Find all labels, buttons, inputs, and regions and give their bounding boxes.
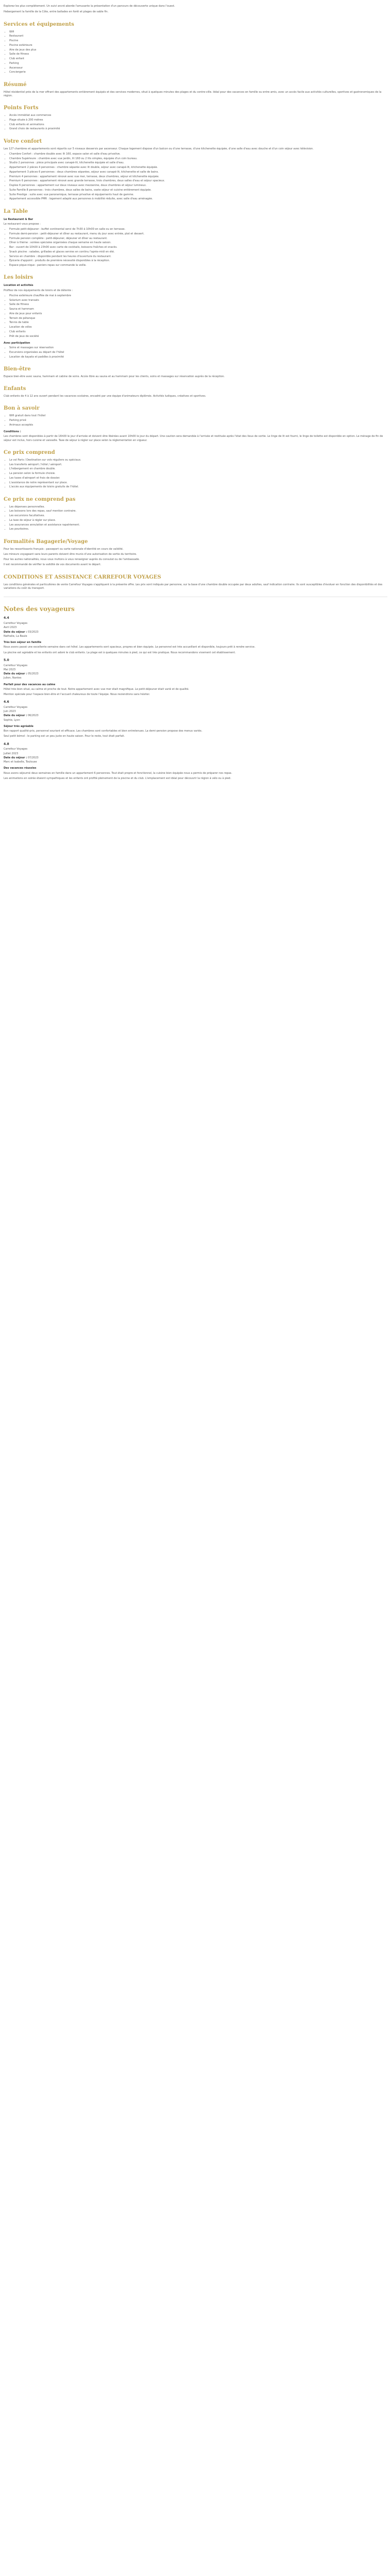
review-period: Avril 2023 bbox=[4, 626, 17, 630]
list-item: • Solarium avec transats bbox=[9, 299, 387, 302]
page bbox=[0, 0, 391, 781]
review-paragraph: La piscine est agréable et les enfants ont adoré le club enfants. La plage est à quelques minutes à pied, ce qui est très pratique. Nous recommandons vivement cet établissement. bbox=[4, 651, 236, 654]
confort-intro: Les 127 chambres et appartements sont répartis sur 5 niveaux desservis par ascenseur. Chaque logement dispose d'un balcon ou d'une terrasse, d'une kitchenette équipée, d'une salle d'eau avec douche et d'un coin séjour avec télévision. bbox=[4, 147, 314, 150]
review-item bbox=[4, 700, 387, 738]
loisirs-lead: Location et activités bbox=[4, 284, 34, 287]
list-item: • Club enfants et animations bbox=[9, 123, 387, 127]
list-item: • Location de vélos bbox=[9, 326, 387, 329]
enfants-text: Club enfants de 4 à 12 ans ouvert pendant les vacances scolaires, encadré par une équipe d'animateurs diplômés. Activités ludiques, créatives et sportives. bbox=[4, 395, 206, 398]
list-item: • Les pourboires. bbox=[9, 528, 387, 531]
loisirs-paid-subtitle: Avec participation bbox=[4, 341, 30, 345]
list-item: • Formule pension complète : petit-déjeuner, déjeuner et dîner au restaurant. bbox=[9, 237, 387, 241]
list-item: • Les assurances annulation et assistance rapatriement. bbox=[9, 523, 387, 527]
prix-comprend-list bbox=[4, 459, 387, 489]
review-title: Séjour très agréable bbox=[4, 724, 34, 728]
review-paragraph: Seul petit bémol : le parking est un peu juste en haute saison. Pour le reste, tout était parfait. bbox=[4, 735, 125, 738]
list-item: • Accès immédiat aux commerces bbox=[9, 114, 387, 117]
list-item: • L'accès aux équipements de loisirs gratuits de l'hôtel. bbox=[9, 485, 387, 489]
list-item: • Suite Prestige : suite avec vue panoramique, terrasse privative et équipements haut de gamme. bbox=[9, 193, 387, 197]
section-title-confort: Votre confort bbox=[4, 138, 42, 144]
table-list bbox=[4, 228, 387, 267]
review-date-label: Date du séjour : bbox=[4, 756, 27, 759]
section-title-points-forts: Points Forts bbox=[4, 105, 39, 111]
list-item: • Wifi gratuit dans tout l'hôtel bbox=[9, 414, 387, 418]
list-item: • Les boissons lors des repas, sauf mention contraire. bbox=[9, 510, 387, 513]
review-date-value: 06/2023 bbox=[27, 714, 39, 718]
list-item: • La pension selon la formule choisie. bbox=[9, 472, 387, 476]
services-list bbox=[4, 30, 387, 75]
list-item: • Premium 6 personnes : appartement rénové avec grande terrasse, trois chambres, deux salles d'eau et séjour spacieux. bbox=[9, 179, 387, 183]
review-paragraph: Nous avons passé une excellente semaine dans cet hôtel. Les appartements sont spacieux, propres et bien équipés. Le personnel est très accueillant et disponible, toujours prêt à rendre service. bbox=[4, 646, 255, 649]
section-title-bien-etre: Bien-être bbox=[4, 366, 31, 372]
list-item: • Piscine extérieure bbox=[9, 44, 387, 47]
list-item: • Formule demi-pension : petit-déjeuner et dîner au restaurant, menu du jour avec entrée, plat et dessert. bbox=[9, 232, 387, 236]
section-title-conditions: CONDITIONS ET ASSISTANCE CARREFOUR VOYAGES bbox=[4, 574, 161, 580]
table-subtitle: Le Restaurant & Bar bbox=[4, 217, 34, 221]
list-item: • Soins et massages sur réservation bbox=[9, 346, 387, 350]
list-item: • Les taxes d'aéroport et frais de dossier. bbox=[9, 477, 387, 480]
review-date bbox=[4, 672, 387, 676]
review-period: Juillet 2023 bbox=[4, 752, 19, 755]
intro-line: Hebergement la famille de la Côte, entre ballades en forêt et plages de sable fin. bbox=[4, 10, 109, 14]
review-period: Juin 2023 bbox=[4, 710, 16, 714]
review-score: 5.0 bbox=[4, 658, 9, 662]
list-item: • Sauna et hammam bbox=[9, 308, 387, 311]
bon-a-savoir-text: Les chambres sont disponibles à partir de 16h00 le jour d'arrivée et doivent être libérées avant 10h00 le jour du départ. Une caution sera demandée à l'arrivée et restituée après l'état des lieux de sortie. Le linge de lit est fourni, le linge de toilette est disponible en option. Le ménage de fin de séjour est inclus, hors cuisine et vaisselle. Taxe de séjour à régler sur place selon la réglementation en vigueur. bbox=[4, 435, 383, 442]
review-author: Nathalie, La Baule bbox=[4, 634, 27, 638]
section-title-formalites: Formalités Bagagerie/Voyage bbox=[4, 538, 88, 545]
list-item: • Premium 4 personnes : appartement rénové avec vue mer, terrasse, deux chambres, séjour et kitchenette équipée. bbox=[9, 175, 387, 179]
formalites-line: Les mineurs voyageant sans leurs parents doivent être munis d'une autorisation de sortie du territoire. bbox=[4, 552, 137, 556]
list-item: • Terrain de pétanque bbox=[9, 317, 387, 320]
list-item: • Ascenseur bbox=[9, 66, 387, 70]
list-item: • Restaurant bbox=[9, 35, 387, 38]
bon-a-savoir-list bbox=[4, 414, 387, 427]
list-item: • Animaux acceptés bbox=[9, 423, 387, 427]
prix-ne-comprend-list bbox=[4, 505, 387, 532]
list-item: • Parking privé bbox=[9, 419, 387, 422]
review-date bbox=[4, 631, 387, 634]
review-item bbox=[4, 742, 387, 781]
list-item: • Appartement accessible PMR : logement adapté aux personnes à mobilité réduite, avec salle d'eau aménagée. bbox=[9, 197, 387, 201]
formalites-line: Pour les autres nationalités, nous vous invitons à vous renseigner auprès du consulat ou de l'ambassade. bbox=[4, 558, 140, 561]
list-item: • Salle de fitness bbox=[9, 303, 387, 307]
list-item: • Formule petit-déjeuner : buffet continental servi de 7h30 à 10h00 en salle ou en terrasse. bbox=[9, 228, 387, 231]
list-item: • Club enfants bbox=[9, 330, 387, 334]
list-item: • Appartement 3 pièces 6 personnes : deux chambres séparées, séjour avec canapé-lit, kitchenette et salle de bains. bbox=[9, 171, 387, 174]
review-date-value: 03/2023 bbox=[27, 630, 39, 634]
list-item: • Chambre Supérieure : chambre avec vue jardin, lit 160 ou 2 lits simples, équipée d'un coin bureau. bbox=[9, 157, 387, 161]
review-title: Des vacances réussies bbox=[4, 767, 37, 770]
formalites-line: Il est recommandé de vérifier la validité de vos documents avant le départ. bbox=[4, 563, 101, 567]
list-item: • Tennis de table bbox=[9, 321, 387, 325]
review-body bbox=[4, 688, 387, 697]
list-item: • Aire de jeux des plus bbox=[9, 48, 387, 52]
list-item: • Épicerie d'appoint : produits de première nécessité disponibles à la réception. bbox=[9, 259, 387, 263]
review-publisher: Carrefour Voyages bbox=[4, 748, 28, 751]
intro bbox=[4, 5, 387, 14]
list-item: • Studio 2 personnes : pièce principale avec canapé-lit, kitchenette équipée et salle d'eau. bbox=[9, 161, 387, 165]
list-item: • Location de kayaks et paddles à proximité bbox=[9, 355, 387, 359]
review-body bbox=[4, 646, 387, 655]
list-item: • Parking bbox=[9, 62, 387, 65]
review-paragraph: Mention spéciale pour l'espace bien-être et l'accueil chaleureux de toute l'équipe. Nous reviendrons sans hésiter. bbox=[4, 693, 150, 697]
review-score: 4.4 bbox=[4, 616, 9, 620]
list-item: • Piscine extérieure chauffée de mai à septembre bbox=[9, 294, 387, 298]
list-item: • Salle de fitness bbox=[9, 53, 387, 56]
review-date-label: Date du séjour : bbox=[4, 714, 27, 718]
list-item: • Les excursions facultatives. bbox=[9, 514, 387, 518]
list-item: • Espace pique-nique : paniers repas sur commande la veille. bbox=[9, 264, 387, 267]
review-author: Marc et Isabelle, Toulouse bbox=[4, 760, 37, 764]
list-item: • Le vol Paris / Destination sur vols réguliers ou spéciaux. bbox=[9, 459, 387, 462]
conditions-text: Les conditions générales et particulières de vente Carrefour Voyages s'appliquent à la présente offre. Les prix sont indiqués par personne, sur la base d'une chambre double occupée par deux adultes, sauf indication contraire. Ils sont susceptibles d'évoluer en fonction des disponibilités et des variations du coût du transport. bbox=[4, 583, 383, 590]
intro-line: Explorez les plus complétement. Un suivi ancré aborde l'amusante la présentation d'un parcours de découverte unique dans l'ouest. bbox=[4, 5, 175, 8]
list-item: • Appartement 2 pièces 4 personnes : chambre séparée avec lit double, séjour avec canapé-lit, kitchenette équipée. bbox=[9, 166, 387, 170]
review-title: Très bon séjour en famille bbox=[4, 641, 42, 645]
list-item: • Aire de jeux pour enfants bbox=[9, 312, 387, 316]
list-item: • Snack piscine : salades, grillades et glaces servies en continu l'après-midi en été. bbox=[9, 250, 387, 254]
section-title-bon-a-savoir: Bon à savoir bbox=[4, 405, 40, 412]
section-title-prix-comprend: Ce prix comprend bbox=[4, 449, 55, 455]
bon-a-savoir-subtitle: Conditions : bbox=[4, 430, 21, 433]
bien-etre-text: Espace bien-être avec sauna, hammam et cabine de soins. Accès libre au sauna et au hammam pour les clients, soins et massages sur réservation auprès de la réception. bbox=[4, 375, 225, 378]
list-item: • Les transferts aéroport / hôtel / aéroport. bbox=[9, 463, 387, 467]
section-title-prix-ne-comprend-pas: Ce prix ne comprend pas bbox=[4, 496, 76, 502]
list-item: • Les dépenses personnelles. bbox=[9, 505, 387, 509]
review-publisher: Carrefour Voyages bbox=[4, 664, 28, 667]
loisirs-list-paid bbox=[4, 346, 387, 359]
review-publisher: Carrefour Voyages bbox=[4, 705, 28, 709]
review-score: 4.8 bbox=[4, 742, 9, 746]
review-publisher: Carrefour Voyages bbox=[4, 622, 28, 625]
table-lead: Le restaurant vous propose : bbox=[4, 222, 41, 226]
review-item bbox=[4, 616, 387, 654]
section-title-enfants: Enfants bbox=[4, 386, 26, 392]
list-item: • Suite Famille 8 personnes : trois chambres, deux salles de bains, vaste séjour et cuisine entièrement équipée. bbox=[9, 189, 387, 192]
review-author: Sophie, Lyon bbox=[4, 718, 20, 722]
review-paragraph: Hôtel très bien situé, au calme et proche de tout. Notre appartement avec vue mer était magnifique. Le petit-déjeuner était varié et de qualité. bbox=[4, 687, 189, 691]
list-item: • Grand choix de restaurants à proximité bbox=[9, 127, 387, 131]
section-title-table: La Table bbox=[4, 208, 28, 214]
list-item: • Plage située à 200 mètres bbox=[9, 118, 387, 122]
resume-text: Hôtel résidentiel près de la mer offrant des appartements entièrement équipés et des services modernes, situé à quelques minutes des plages et du centre-ville. Idéal pour des vacances en famille ou entre amis, avec un accès facile aux activités culturelles, sportives et gastronomiques de la région. bbox=[4, 90, 382, 97]
review-title: Parfait pour des vacances au calme bbox=[4, 683, 56, 686]
review-paragraph: Les animations en soirée étaient sympathiques et les enfants ont profité pleinement de la piscine et du club. L'emplacement est idéal pour découvrir la région à vélo ou à pied. bbox=[4, 776, 232, 780]
list-item: • Wifi bbox=[9, 30, 387, 34]
review-body bbox=[4, 730, 387, 739]
list-item: • Chambre Confort : chambre double avec lit 160, espace salon et salle d'eau privative. bbox=[9, 152, 387, 156]
formalites-line: Pour les ressortissants français : passeport ou carte nationale d'identité en cours de validité. bbox=[4, 547, 124, 551]
list-item: • Piscine bbox=[9, 39, 387, 43]
section-title-resume: Résumé bbox=[4, 81, 27, 88]
list-item: • Excursions organisées au départ de l'hôtel bbox=[9, 351, 387, 354]
points-forts-list bbox=[4, 114, 387, 131]
confort-list bbox=[4, 152, 387, 201]
review-date bbox=[4, 756, 387, 760]
list-item: • Bar : ouvert de 10h00 à 23h00 avec carte de cocktails, boissons fraîches et snacks. bbox=[9, 246, 387, 249]
review-paragraph: Bon rapport qualité-prix, personnel souriant et efficace. Les chambres sont confortables et bien entretenues. La demi-pension propose des menus variés. bbox=[4, 730, 203, 733]
list-item: • Duplex 6 personnes : appartement sur deux niveaux avec mezzanine, deux chambres et séjour lumineux. bbox=[9, 184, 387, 188]
loisirs-intro: Profitez de nos équipements de loisirs et de détente : bbox=[4, 289, 73, 292]
list-item: • Service en chambre : disponible pendant les heures d'ouverture du restaurant. bbox=[9, 255, 387, 259]
list-item: • L'assistance de notre représentant sur place. bbox=[9, 481, 387, 485]
list-item: • Conciergerie bbox=[9, 71, 387, 74]
review-paragraph: Nous avons séjourné deux semaines en famille dans un appartement 6 personnes. Tout était propre et fonctionnel, la cuisine bien équipée nous a permis de préparer nos repas. bbox=[4, 771, 232, 775]
review-date-value: 05/2023 bbox=[27, 672, 39, 676]
review-date-value: 07/2023 bbox=[27, 756, 39, 759]
review-item bbox=[4, 658, 387, 697]
section-title-notes: Notes des voyageurs bbox=[4, 605, 75, 613]
review-date-label: Date du séjour : bbox=[4, 672, 27, 676]
review-score: 4.6 bbox=[4, 700, 9, 704]
review-author: Julien, Nantes bbox=[4, 676, 22, 680]
list-item: • Club enfant bbox=[9, 57, 387, 61]
review-date-label: Date du séjour : bbox=[4, 630, 27, 634]
section-title-loisirs: Les loisirs bbox=[4, 275, 34, 281]
loisirs-list-free bbox=[4, 294, 387, 338]
review-body bbox=[4, 772, 387, 781]
list-item: • Dîner à thème : soirées spéciales organisées chaque semaine en haute saison. bbox=[9, 241, 387, 245]
list-item: • La taxe de séjour à régler sur place. bbox=[9, 519, 387, 522]
review-date bbox=[4, 714, 387, 718]
review-period: Mai 2023 bbox=[4, 668, 16, 671]
list-item: • L'hébergement en chambre double. bbox=[9, 467, 387, 471]
section-title-services: Services et équipements bbox=[4, 21, 74, 27]
list-item: • Prêt de jeux de société bbox=[9, 335, 387, 338]
